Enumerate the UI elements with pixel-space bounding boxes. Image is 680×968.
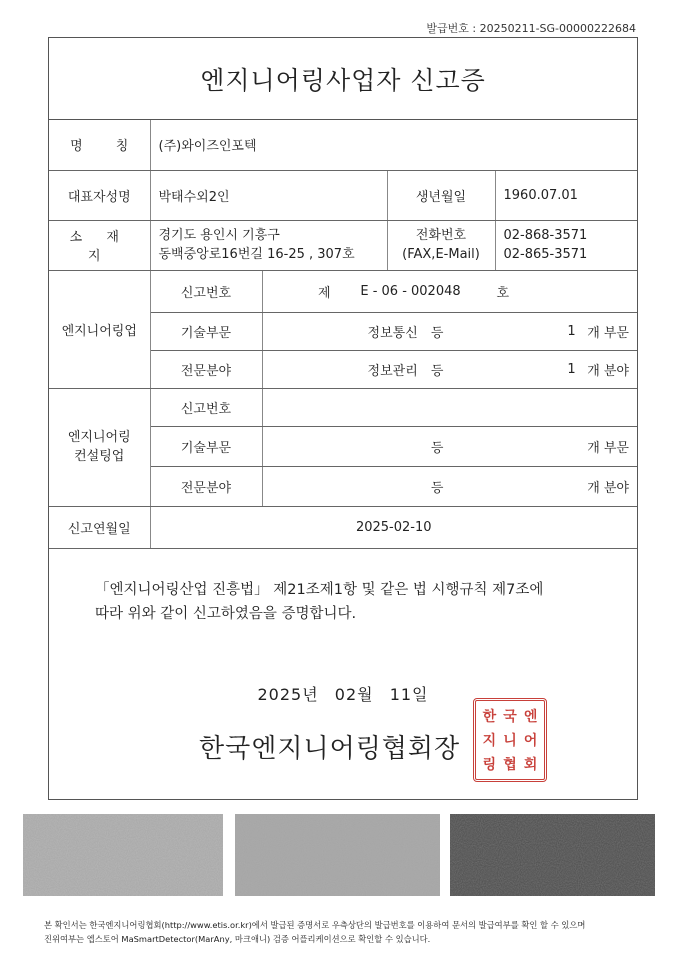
issue-year: 2025년 [257,685,319,704]
location-label: 소 재 지 [49,220,150,270]
cons-tech-deung: 등 [430,440,444,456]
certification-text [95,578,615,626]
company-name-label: 명 칭 [49,120,150,170]
eng-spec-unit: 개 분야 [587,363,629,379]
seal-char: 링 [482,757,497,773]
eng-tech-row [271,322,630,341]
phone-number-1: 02-868-3571 [503,228,588,243]
eng-spec-value-cell [262,350,637,388]
eng-registration-label: 신고번호 [150,270,262,312]
address-line1: 경기도 용인시 기흥구 [158,228,280,243]
birth-value: 1960.07.01 [495,170,637,220]
cons-tech-value-cell [262,426,637,466]
eng-spec-deung: 등 [430,363,444,379]
footer-notice [44,918,644,946]
cons-spec-label: 전문분야 [150,466,262,506]
eng-tech-field: 정보통신 [367,325,418,341]
address-line2: 동백중앙로16번길 16-25 , 307호 [158,247,355,262]
issue-day: 11일 [389,685,429,704]
report-date-value: 2025-02-10 [150,506,637,548]
representative-value: 박태수외2인 [150,170,387,220]
official-seal [473,698,547,782]
row-company-name [49,120,637,170]
representative-label: 대표자성명 [49,170,150,220]
cons-tech-unit: 개 부문 [587,440,629,456]
document-title: 엔지니어링사업자 신고증 [49,38,637,120]
row-location [49,220,637,270]
security-pattern-center [235,814,440,896]
seal-char: 어 [523,733,538,749]
certification-line2: 따라 위와 같이 신고하였음을 증명합니다. [95,606,357,622]
company-name-value: (주)와이즈인포텍 [150,120,637,170]
cons-spec-unit: 개 분야 [587,480,629,496]
security-pattern-row [23,814,655,896]
consulting-label-line2: 컨설팅업 [74,449,125,464]
eng-spec-count: 1 [567,361,576,377]
eng-registration-number [271,282,630,301]
eng-tech-unit: 개 부문 [587,325,629,341]
phone-label-line1: 전화번호 [415,228,467,243]
phone-number-2: 02-865-3571 [503,247,588,262]
footer-line1: 본 확인서는 한국엔지니어링협회(http://www.etis.or.kr)에서 발급된 증명서로 우측상단의 발급번호를 이용하여 문서의 발급여부를 확인 할 수 있으며 [44,920,586,930]
phone-label-cell [387,220,495,270]
consulting-label-line1: 엔지니어링 [67,430,131,445]
issue-date [49,682,637,705]
eng-reg-prefix: 제 [317,285,331,301]
cons-registration-value [262,388,637,426]
phone-cell [495,220,637,270]
phone-label-line2: (FAX,E-Mail) [402,247,480,262]
seal-char: 지 [482,733,497,749]
seal-char: 회 [523,757,538,773]
seal-char: 국 [503,709,517,725]
seal-char: 니 [503,733,517,749]
cons-spec-row [271,477,630,496]
seal-char: 엔 [523,709,538,725]
cons-registration-label: 신고번호 [150,388,262,426]
eng-spec-label: 전문분야 [150,350,262,388]
certification-line1: 「엔지니어링산업 진흥법」 제21조제1항 및 같은 법 시행규칙 제7조에 [95,582,544,598]
security-pattern-right [450,814,655,896]
report-date-label: 신고연월일 [49,506,150,548]
eng-spec-field: 정보관리 [367,363,418,379]
eng-reg-number: E - 06 - 002048 [360,283,461,299]
issue-month: 02월 [334,685,374,704]
cons-tech-row [271,437,630,456]
row-eng-registration [49,270,637,312]
birth-label: 생년월일 [387,170,495,220]
row-cons-registration [49,388,637,426]
eng-tech-value-cell [262,312,637,350]
security-pattern-left [23,814,223,896]
eng-tech-label: 기술부문 [150,312,262,350]
footer-line2: 진위여부는 엡스토어 MaSmartDetector(MarAny, 마크애니) 검증 어플리케이션으로 확인할 수 있습니다. [44,934,431,944]
consulting-business-label [49,388,150,506]
certificate-frame [48,37,638,800]
info-table [49,120,637,549]
eng-tech-count: 1 [567,323,576,339]
issue-number: 발급번호 : 20250211-SG-00000222684 [426,22,636,35]
issuer-name: 한국엔지니어링협회장 [199,734,461,764]
seal-char: 한 [482,709,497,725]
seal-char: 협 [503,757,517,773]
engineering-business-label: 엔지니어링업 [49,270,150,388]
row-report-date [49,506,637,548]
cons-spec-deung: 등 [430,480,444,496]
cons-spec-value-cell [262,466,637,506]
eng-spec-row [271,360,630,379]
cons-tech-label: 기술부문 [150,426,262,466]
eng-tech-deung: 등 [430,325,444,341]
eng-reg-suffix: 호 [496,285,510,301]
address-cell [150,220,387,270]
row-representative [49,170,637,220]
eng-registration-value-cell [262,270,637,312]
